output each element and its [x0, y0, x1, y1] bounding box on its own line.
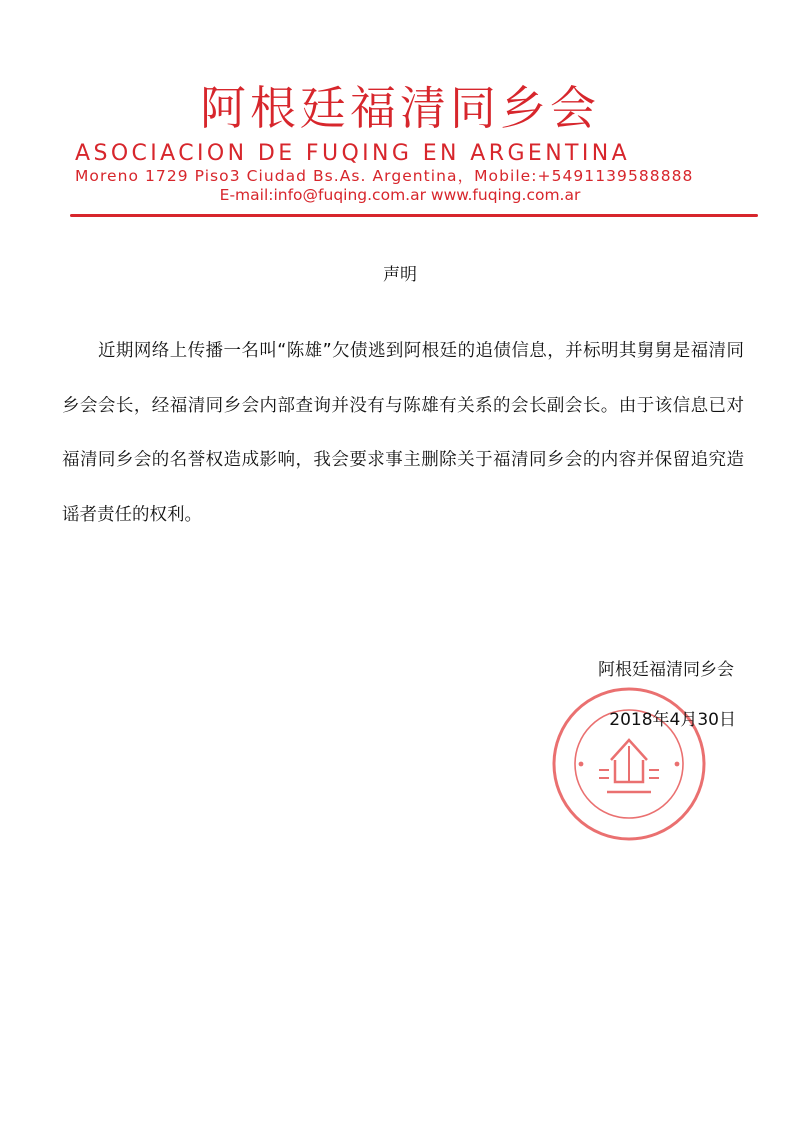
document-body: 近期网络上传播一名叫“陈雄”欠债逃到阿根廷的追债信息，并标明其舅舅是福清同乡会会长，经福清同乡会内部查询并没有与陈雄有关系的会长副会长。由于该信息已对福清同乡会的名誉权造成影响，我会要求事主删除关于福清同乡会的内容并保留追究造谣者责任的权利。	[62, 341, 744, 525]
signature-organization: 阿根廷福清同乡会	[598, 660, 734, 680]
letterhead-contact: E-mail:info@fuqing.com.ar www.fuqing.com.ar	[219, 186, 581, 204]
letterhead-chinese-name: 阿根廷福清同乡会	[200, 81, 600, 135]
letterhead-divider	[70, 214, 758, 217]
document-title: 声明	[383, 265, 417, 285]
signature-date: 2018年4月30日	[609, 710, 736, 730]
letterhead-address: Moreno 1729 Piso3 Ciudad Bs.As. Argentina，Mobile:+5491139588888	[75, 167, 694, 185]
letterhead-spanish-name: ASOCIACION DE FUQING EN ARGENTINA	[75, 141, 631, 166]
